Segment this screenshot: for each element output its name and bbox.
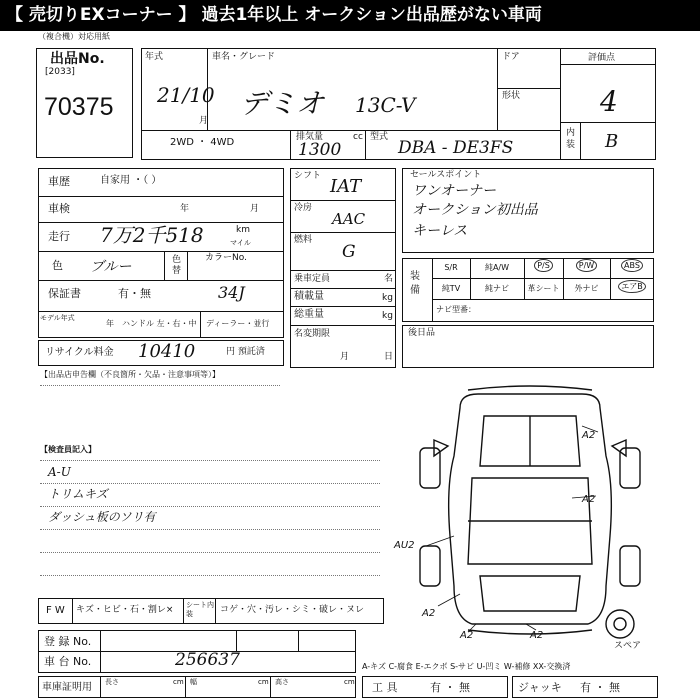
chassis-value: 256637 — [175, 650, 240, 670]
equip-tv: 純TV — [441, 284, 461, 293]
inspector-note-2: トリムキズ — [48, 487, 108, 501]
equip-alloy: 純A/W — [484, 263, 510, 272]
color-label: 色 — [52, 259, 63, 272]
displacement-value: 1300 — [298, 140, 342, 160]
model-value: DBA - DE3FS — [398, 138, 514, 158]
width-label: 幅 — [190, 678, 197, 686]
lot-code: [2033] — [45, 67, 75, 77]
handle-label: ハンドル 左・右・中 — [122, 319, 197, 328]
jack-label: ジャッキ — [518, 681, 562, 694]
expiry-day: 日 — [384, 352, 394, 362]
dealer-label: ディーラー・並行 — [206, 319, 270, 328]
damage-mark-1: A2 — [582, 430, 596, 441]
length-unit: cm — [173, 678, 184, 686]
tool-value: 有 ・ 無 — [430, 681, 470, 694]
expiry-month: 月 — [340, 352, 350, 362]
equip-abs: ABS — [621, 259, 643, 272]
equip-leather: 革シート — [527, 284, 560, 293]
mileage-label: 走行 — [48, 230, 70, 243]
equip-navi: 純ナビ — [485, 284, 509, 293]
banner-title: 【 売切りEXコーナー 】 過去1年以上 オークション出品歴がない車両 — [0, 0, 700, 31]
score-value: 4 — [600, 85, 618, 118]
fw-value: キズ・ヒビ・石・割レ× — [76, 605, 174, 615]
capacity-unit: 名 — [384, 274, 394, 284]
ac-value: AAC — [332, 210, 366, 228]
damage-mark-4: A2 — [422, 608, 436, 619]
inspection-label: 車検 — [48, 202, 70, 215]
door-label: ドア — [502, 52, 520, 62]
reg-label: 登 録 No. — [44, 635, 92, 648]
displacement-label: 排気量 — [296, 132, 324, 142]
car-diagram — [394, 386, 650, 656]
equip-sr: S/R — [444, 263, 458, 272]
history-block — [38, 168, 284, 338]
damage-mark-3: AU2 — [394, 540, 415, 551]
sales-point-3: キーレス — [412, 223, 468, 239]
warranty-value: 有・無 — [118, 287, 151, 300]
length-label: 長さ — [105, 678, 119, 686]
grade-value: 13C-V — [355, 93, 416, 117]
year-value: 21/10 — [157, 83, 215, 107]
model-label: 型式 — [370, 132, 389, 142]
expiry-label: 名変期限 — [294, 329, 331, 339]
model-year-unit: 年 — [106, 319, 114, 328]
shift-value: IAT — [330, 176, 362, 197]
color-no-label: カラーNo. — [205, 253, 247, 263]
score-label: 評価点 — [588, 53, 616, 63]
color-value: ブルー — [90, 259, 132, 275]
seat-value: コゲ・穴・汚レ・シミ・破レ・ヌレ — [220, 605, 365, 615]
height-unit: cm — [344, 678, 355, 686]
gross-unit: kg — [382, 311, 393, 321]
ac-label: 冷房 — [294, 203, 313, 213]
equip-ext-navi: 外ナビ — [574, 284, 599, 293]
cc-unit: cc — [353, 132, 363, 142]
km-unit: km — [236, 225, 250, 235]
inspector-note-1: A-U — [48, 465, 71, 479]
cert-label: 車庫証明用 — [42, 682, 92, 693]
lot-number: 70375 — [44, 93, 114, 121]
inspector-label: 【検査員記入】 — [40, 445, 96, 454]
recycle-label: リサイクル料金 — [45, 347, 114, 358]
width-unit: cm — [258, 678, 269, 686]
inspector-note-3: ダッシュ板のソリ有 — [48, 510, 156, 524]
color-change: 色替 — [172, 255, 182, 276]
fuel-value: G — [342, 242, 356, 262]
load-label: 積載量 — [294, 291, 324, 302]
sales-point-1: ワンオーナー — [412, 183, 496, 199]
damage-mark-5: A2 — [460, 630, 474, 641]
spare-label: スペア — [614, 641, 642, 651]
recycle-unit: 円 預託済 — [226, 347, 265, 357]
sales-points-label: セールスポイント — [410, 170, 482, 180]
recycle-value: 10410 — [138, 341, 196, 362]
shift-label: シフト — [294, 171, 322, 181]
inspection-year-unit: 年 — [180, 204, 190, 214]
load-unit: kg — [382, 293, 393, 303]
shape-label: 形状 — [502, 91, 521, 101]
name-label: 車名・グレード — [212, 52, 276, 62]
inspection-month-unit: 月 — [250, 204, 260, 214]
usage-label: 車歴 — [48, 175, 70, 188]
lot-label: 出品No. — [50, 51, 105, 67]
name-value: デミオ — [240, 87, 325, 120]
usage-value: 自家用 ・（ ） — [100, 175, 162, 186]
chassis-label: 車 台 No. — [44, 655, 92, 668]
declaration-label: 【出品店申告欄（不良箇所・欠品・注意事項等）】 — [40, 370, 220, 379]
year-label: 年式 — [145, 52, 164, 62]
interior-label: 内装 — [566, 128, 576, 150]
interior-value: B — [605, 131, 619, 152]
legend-text: A-キズ C-腐食 E-エクボ S-サビ U-凹ミ W-補修 XX-交換済 — [362, 662, 571, 671]
mile-unit: マイル — [230, 239, 251, 247]
color-no-value: 34J — [218, 283, 245, 302]
equip-pw: P/W — [576, 259, 597, 272]
capacity-label: 乗車定員 — [294, 274, 331, 284]
warranty-label: 保証書 — [48, 287, 81, 300]
month-suffix: 月 — [199, 116, 209, 126]
tool-label: 工 具 — [372, 681, 398, 694]
drive-options: 2WD ・ 4WD — [170, 137, 235, 148]
jack-value: 有 ・ 無 — [580, 681, 620, 694]
equip-ps: P/S — [534, 259, 553, 272]
sales-point-2: オークション初出品 — [412, 202, 538, 218]
fuel-label: 燃料 — [294, 235, 313, 245]
after-label: 後日品 — [408, 328, 436, 338]
damage-mark-2: A2 — [582, 494, 596, 505]
fw-label: F W — [46, 605, 65, 616]
mileage-value: 7万2千518 — [100, 223, 204, 247]
damage-mark-6: A2 — [530, 630, 544, 641]
after-items-box — [402, 325, 654, 368]
height-label: 高さ — [275, 678, 289, 686]
seat-label: シート内装 — [186, 601, 214, 619]
model-year-label: モデル年式 — [40, 314, 75, 322]
equip-label: 装備 — [410, 271, 420, 296]
equip-airbag: エアB — [618, 280, 646, 293]
form-sub-note: （複合機）対応用紙 — [38, 32, 110, 41]
navi-model-label: ナビ型番： — [436, 305, 476, 314]
gross-label: 総重量 — [294, 309, 324, 320]
